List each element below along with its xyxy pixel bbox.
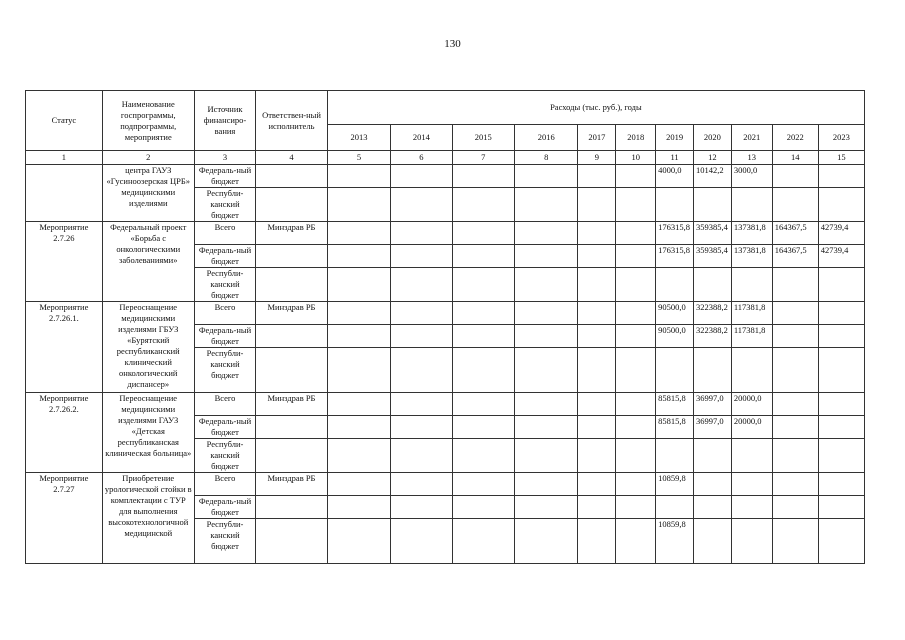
value-cell	[731, 348, 772, 393]
header-year: 2019	[656, 125, 694, 151]
value-cell	[452, 519, 514, 564]
value-cell: 36997,0	[693, 416, 731, 439]
row-source: Федераль-ный бюджет	[194, 245, 255, 268]
value-cell: 137381,8	[731, 245, 772, 268]
row-status: Мероприятие 2.7.26.1.	[26, 302, 103, 393]
value-cell	[391, 348, 452, 393]
value-cell	[514, 165, 577, 188]
value-cell	[693, 519, 731, 564]
value-cell	[731, 439, 772, 473]
column-number: 6	[391, 151, 452, 165]
value-cell	[616, 222, 656, 245]
row-status: Мероприятие 2.7.27	[26, 473, 103, 564]
header-year: 2014	[391, 125, 452, 151]
expenses-table	[25, 90, 865, 564]
column-number: 14	[772, 151, 818, 165]
value-cell	[693, 268, 731, 302]
value-cell	[514, 473, 577, 496]
row-executor-empty	[256, 416, 328, 439]
value-cell	[772, 325, 818, 348]
value-cell	[391, 325, 452, 348]
value-cell: 90500,0	[656, 302, 694, 325]
column-number: 7	[452, 151, 514, 165]
table-row	[26, 473, 865, 496]
value-cell	[327, 165, 390, 188]
column-number: 4	[256, 151, 328, 165]
value-cell	[514, 496, 577, 519]
row-executor-empty	[256, 348, 328, 393]
value-cell	[656, 188, 694, 222]
value-cell	[818, 496, 864, 519]
value-cell	[327, 348, 390, 393]
value-cell	[578, 268, 616, 302]
value-cell	[514, 393, 577, 416]
value-cell	[578, 245, 616, 268]
value-cell	[693, 496, 731, 519]
value-cell	[327, 188, 390, 222]
value-cell	[656, 348, 694, 393]
row-status: Мероприятие 2.7.26	[26, 222, 103, 302]
value-cell	[452, 222, 514, 245]
value-cell	[772, 268, 818, 302]
row-source: Республи-канский бюджет	[194, 268, 255, 302]
value-cell	[616, 245, 656, 268]
value-cell	[656, 268, 694, 302]
row-executor: Минздрав РБ	[256, 302, 328, 325]
value-cell: 85815,8	[656, 393, 694, 416]
value-cell	[772, 519, 818, 564]
value-cell	[391, 473, 452, 496]
row-executor-empty	[256, 245, 328, 268]
column-number: 12	[693, 151, 731, 165]
value-cell	[452, 188, 514, 222]
value-cell	[391, 519, 452, 564]
value-cell	[656, 496, 694, 519]
value-cell	[391, 222, 452, 245]
value-cell	[391, 393, 452, 416]
value-cell	[818, 325, 864, 348]
value-cell	[327, 302, 390, 325]
value-cell	[452, 416, 514, 439]
value-cell	[452, 439, 514, 473]
value-cell: 4000,0	[656, 165, 694, 188]
row-name: Приобретение урологической стойки в комплектации с ТУР для выполнения высокотехнологичной медицинской	[102, 473, 194, 564]
value-cell	[327, 416, 390, 439]
value-cell	[578, 165, 616, 188]
value-cell	[818, 393, 864, 416]
value-cell	[514, 519, 577, 564]
value-cell	[578, 439, 616, 473]
header-year: 2023	[818, 125, 864, 151]
value-cell	[731, 188, 772, 222]
value-cell	[391, 165, 452, 188]
value-cell: 322388,2	[693, 325, 731, 348]
row-source: Федераль-ный бюджет	[194, 325, 255, 348]
column-number: 15	[818, 151, 864, 165]
row-source: Республи-канский бюджет	[194, 188, 255, 222]
header-status: Статус	[26, 91, 103, 151]
column-number: 5	[327, 151, 390, 165]
value-cell	[656, 439, 694, 473]
row-name: Федеральный проект «Борьба с онкологическими заболеваниями»	[102, 222, 194, 302]
value-cell	[578, 348, 616, 393]
value-cell	[616, 165, 656, 188]
value-cell	[772, 393, 818, 416]
value-cell	[578, 325, 616, 348]
row-source: Республи-канский бюджет	[194, 439, 255, 473]
value-cell	[452, 165, 514, 188]
value-cell	[772, 439, 818, 473]
value-cell	[514, 188, 577, 222]
value-cell	[578, 302, 616, 325]
table-row	[26, 165, 865, 188]
value-cell	[818, 439, 864, 473]
table-row	[26, 393, 865, 416]
value-cell	[616, 416, 656, 439]
column-number: 8	[514, 151, 577, 165]
value-cell: 10142,2	[693, 165, 731, 188]
value-cell	[616, 188, 656, 222]
value-cell	[772, 302, 818, 325]
column-number: 2	[102, 151, 194, 165]
value-cell	[327, 439, 390, 473]
header-year: 2018	[616, 125, 656, 151]
value-cell	[818, 348, 864, 393]
value-cell	[731, 473, 772, 496]
value-cell	[772, 348, 818, 393]
value-cell: 359385,4	[693, 222, 731, 245]
value-cell	[772, 188, 818, 222]
value-cell: 10859,8	[656, 473, 694, 496]
value-cell	[818, 473, 864, 496]
value-cell	[578, 519, 616, 564]
value-cell	[514, 222, 577, 245]
header-name: Наименование госпрограммы, подпрограммы, мероприятие	[102, 91, 194, 151]
value-cell	[327, 519, 390, 564]
value-cell	[578, 188, 616, 222]
value-cell	[693, 348, 731, 393]
value-cell	[391, 188, 452, 222]
row-executor-empty	[256, 188, 328, 222]
page-number: 130	[444, 38, 461, 50]
header-year: 2013	[327, 125, 390, 151]
column-number: 11	[656, 151, 694, 165]
value-cell: 10859,8	[656, 519, 694, 564]
value-cell	[818, 165, 864, 188]
row-executor-empty	[256, 496, 328, 519]
value-cell: 3000,0	[731, 165, 772, 188]
header-executor: Ответствен-ный исполнитель	[256, 91, 328, 151]
row-source: Всего	[194, 222, 255, 245]
value-cell	[616, 519, 656, 564]
row-source: Республи-канский бюджет	[194, 348, 255, 393]
row-source: Федераль-ный бюджет	[194, 496, 255, 519]
value-cell: 36997,0	[693, 393, 731, 416]
value-cell	[327, 496, 390, 519]
row-executor-empty	[256, 268, 328, 302]
value-cell	[327, 473, 390, 496]
value-cell	[514, 439, 577, 473]
value-cell	[514, 325, 577, 348]
value-cell	[772, 165, 818, 188]
value-cell	[452, 348, 514, 393]
value-cell: 176315,8	[656, 222, 694, 245]
value-cell: 359385,4	[693, 245, 731, 268]
value-cell	[327, 325, 390, 348]
value-cell	[616, 302, 656, 325]
value-cell	[391, 302, 452, 325]
value-cell	[327, 393, 390, 416]
value-cell	[391, 416, 452, 439]
value-cell: 42739,4	[818, 222, 864, 245]
value-cell	[452, 268, 514, 302]
value-cell	[818, 188, 864, 222]
value-cell	[452, 393, 514, 416]
row-status	[26, 165, 103, 222]
value-cell	[391, 245, 452, 268]
value-cell: 137381,8	[731, 222, 772, 245]
row-executor: Минздрав РБ	[256, 393, 328, 416]
row-executor: Минздрав РБ	[256, 473, 328, 496]
value-cell: 176315,8	[656, 245, 694, 268]
header-year: 2015	[452, 125, 514, 151]
value-cell	[616, 473, 656, 496]
value-cell: 42739,4	[818, 245, 864, 268]
row-source: Всего	[194, 473, 255, 496]
table-row	[26, 222, 865, 245]
value-cell	[391, 268, 452, 302]
value-cell	[818, 416, 864, 439]
column-number: 9	[578, 151, 616, 165]
value-cell: 85815,8	[656, 416, 694, 439]
row-executor	[256, 165, 328, 188]
value-cell: 322388,2	[693, 302, 731, 325]
value-cell	[818, 268, 864, 302]
value-cell	[327, 245, 390, 268]
header-year: 2017	[578, 125, 616, 151]
value-cell	[578, 496, 616, 519]
value-cell: 164367,5	[772, 222, 818, 245]
value-cell	[616, 496, 656, 519]
value-cell	[578, 473, 616, 496]
table-row	[26, 302, 865, 325]
value-cell: 20000,0	[731, 393, 772, 416]
value-cell	[391, 496, 452, 519]
value-cell: 90500,0	[656, 325, 694, 348]
value-cell: 20000,0	[731, 416, 772, 439]
column-number: 10	[616, 151, 656, 165]
row-source: Федераль-ный бюджет	[194, 165, 255, 188]
row-source: Республи-канский бюджет	[194, 519, 255, 564]
row-source: Всего	[194, 302, 255, 325]
row-name: Переоснащение медицинскими изделиями ГАУЗ «Детская республиканская клиническая больница»	[102, 393, 194, 473]
value-cell	[772, 473, 818, 496]
column-number: 3	[194, 151, 255, 165]
value-cell	[452, 325, 514, 348]
row-name: Переоснащение медицинскими изделиями ГБУЗ «Бурятский республиканский клинический онкологический диспансер»	[102, 302, 194, 393]
value-cell	[514, 268, 577, 302]
value-cell	[452, 496, 514, 519]
value-cell	[731, 496, 772, 519]
header-year: 2016	[514, 125, 577, 151]
value-cell	[616, 268, 656, 302]
header-year: 2020	[693, 125, 731, 151]
header-source: Источник финансиро-вания	[194, 91, 255, 151]
value-cell	[391, 439, 452, 473]
value-cell: 164367,5	[772, 245, 818, 268]
value-cell: 117381,8	[731, 302, 772, 325]
column-number: 1	[26, 151, 103, 165]
value-cell	[327, 222, 390, 245]
value-cell	[616, 393, 656, 416]
value-cell	[616, 348, 656, 393]
value-cell	[452, 302, 514, 325]
row-source: Всего	[194, 393, 255, 416]
row-executor-empty	[256, 439, 328, 473]
value-cell	[693, 439, 731, 473]
value-cell	[818, 519, 864, 564]
column-number: 13	[731, 151, 772, 165]
value-cell	[731, 519, 772, 564]
row-status: Мероприятие 2.7.26.2.	[26, 393, 103, 473]
value-cell	[693, 473, 731, 496]
row-executor-empty	[256, 519, 328, 564]
value-cell	[578, 393, 616, 416]
header-year: 2022	[772, 125, 818, 151]
value-cell	[616, 439, 656, 473]
value-cell	[731, 268, 772, 302]
value-cell	[327, 268, 390, 302]
value-cell	[514, 348, 577, 393]
row-name: центра ГАУЗ «Гусиноозерская ЦРБ» медицинскими изделиями	[102, 165, 194, 222]
value-cell	[772, 416, 818, 439]
value-cell	[693, 188, 731, 222]
value-cell	[514, 416, 577, 439]
value-cell	[578, 416, 616, 439]
value-cell: 117381,8	[731, 325, 772, 348]
value-cell	[818, 302, 864, 325]
value-cell	[514, 302, 577, 325]
header-expenses: Расходы (тыс. руб.), годы	[327, 91, 864, 125]
header-year: 2021	[731, 125, 772, 151]
row-executor: Минздрав РБ	[256, 222, 328, 245]
value-cell	[514, 245, 577, 268]
value-cell	[616, 325, 656, 348]
value-cell	[772, 496, 818, 519]
value-cell	[578, 222, 616, 245]
row-source: Федераль-ный бюджет	[194, 416, 255, 439]
value-cell	[452, 245, 514, 268]
row-executor-empty	[256, 325, 328, 348]
value-cell	[452, 473, 514, 496]
